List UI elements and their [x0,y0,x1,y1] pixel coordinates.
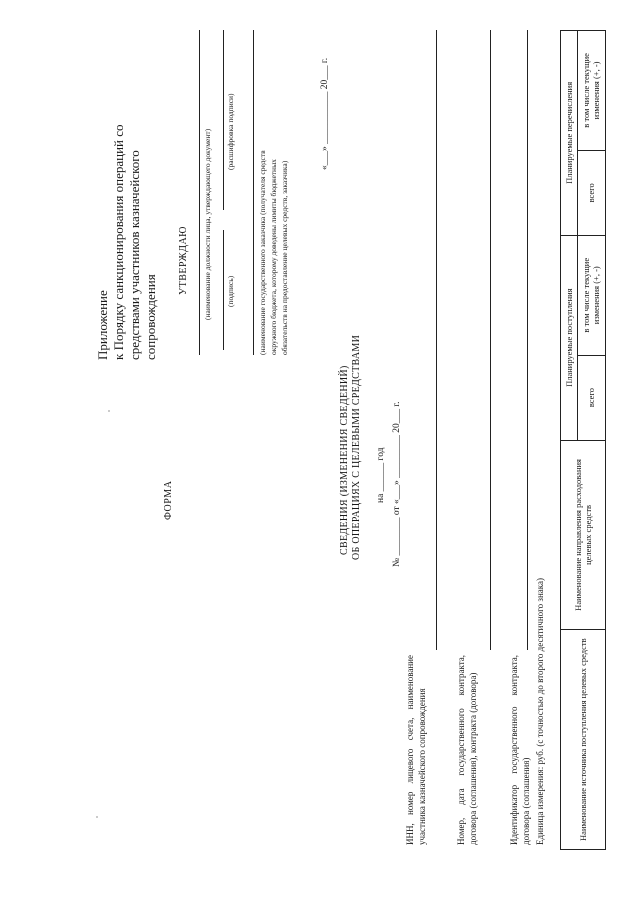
org-caption-line: (наименование государственного заказчика (получателя средств [258,150,267,355]
col-group-income: Планируемые поступления [561,235,578,440]
appendix-line: сопровождения [143,274,158,360]
col-income-changes: в том числе текущие изменения (+, -) [577,235,605,355]
form-label: ФОРМА [163,480,174,520]
appendix-line: к Порядку санкционирования операций со [111,124,126,360]
position-caption: (наименование должности лица, утверждающего документ) [203,128,212,320]
appendix-line: Приложение [95,290,110,360]
scan-speck [96,816,98,818]
col-transfer-total: всего [577,150,605,235]
org-caption-line: обязательств на предоставление целевых средств, заказчика) [280,160,289,355]
col-transfer-changes: в том числе текущие изменения (+, -) [577,31,605,151]
operations-table [560,30,606,850]
approval-heading: УТВЕРЖДАЮ [178,226,189,295]
col-header-direction: Наименование направления расходования целевых средств [561,440,606,630]
unit-label: Единица измерения: руб. (с точностью до второго десятичного знака) [535,578,545,845]
table-header-row [561,31,578,850]
year-line: на ______ год [376,447,386,503]
signature-line [223,230,224,350]
contract-field-label: Номер, дата государственного контракта, договора (соглашения), контракта (договора) [456,655,478,845]
col-income-total: всего [577,355,605,440]
document-title-line2: ОБ ОПЕРАЦИЯХ С ЦЕЛЕВЫМИ СРЕДСТВАМИ [351,334,362,560]
position-line [199,30,200,355]
col-group-transfer: Планируемые перечисления [561,31,578,236]
number-date-line: № ________ от «___» _________ 20___ г. [392,401,402,567]
appendix-line: средствами участников казначейского [127,150,142,360]
identifier-field-label: Идентификатор государственного контракта, договора (соглашения) [509,655,531,845]
org-caption-line: окружного бюджета, которому доведены лимиты бюджетных [269,159,278,355]
document-title-line1: СВЕДЕНИЯ (ИЗМЕНЕНИЯ СВЕДЕНИЙ) [339,365,350,555]
approval-date-line: «___» ___________ 20___ г. [320,57,330,170]
appendix-block [95,125,159,361]
contract-field-line [490,30,491,650]
decryption-line [223,30,224,210]
org-line [253,30,254,355]
inn-field-line [436,30,437,650]
scan-speck [108,410,110,412]
signature-caption: (подпись) [226,275,235,307]
decryption-caption: (расшифровка подписи) [226,93,235,170]
identifier-field-line [527,30,528,650]
col-header-source: Наименование источника поступления целевых средств [561,630,606,850]
inn-field-label: ИНН, номер лицевого счета, наименование участника казначейского сопровождения [405,655,427,845]
org-caption [257,150,290,355]
